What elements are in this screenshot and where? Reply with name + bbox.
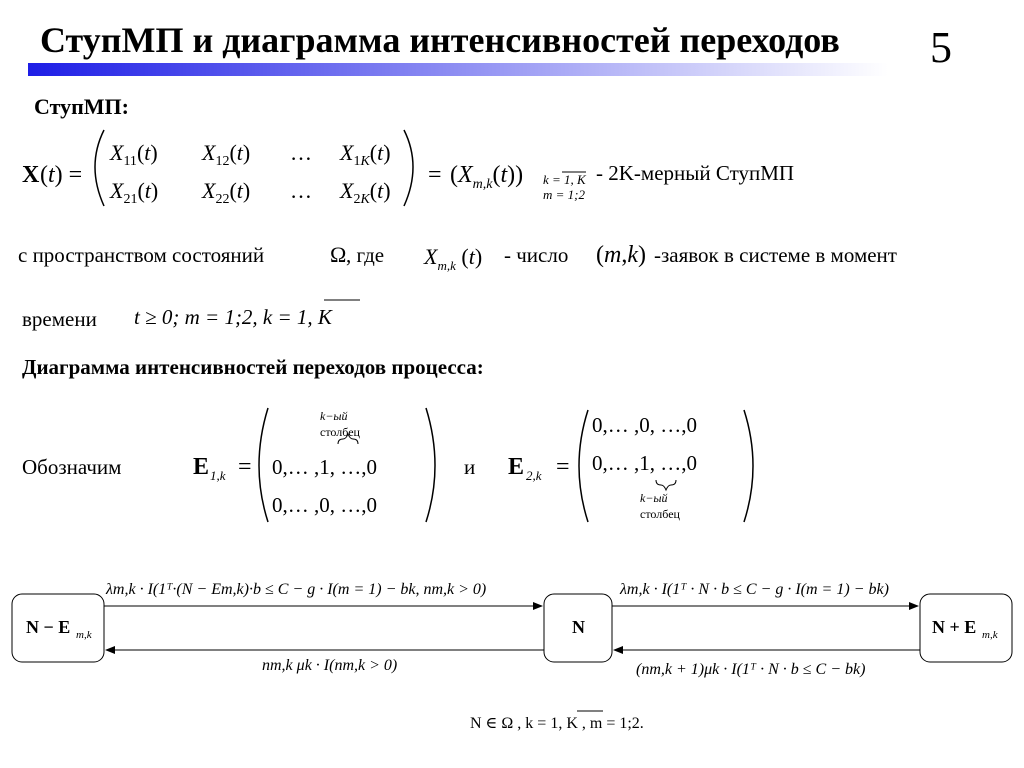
where-word: , где [346,243,385,267]
transition-diagram [12,581,1012,732]
label-right-to-center: (nm,k + 1)μk · I(1ᵀ · N · b ≤ C − bk) [636,661,866,678]
state-space-sentence [18,242,897,331]
slide-number: 5 [930,23,952,72]
E2-name: E [508,454,525,480]
x-mk-variable: $X_{m,k}$ (t) [424,244,483,273]
E1-column-label-1: k−ый [320,409,348,423]
E2-column-label-1: k−ый [640,491,668,505]
paren-t: (t) = [40,162,83,188]
unit-vectors-definition [22,408,753,522]
matrix-cell-x21: $X_{21}(t)$ [110,178,159,207]
E2-row-2: 0,… ,1, …,0 [592,451,697,475]
E2-row-1: 0,… ,0, …,0 [592,413,697,437]
state-space-prefix: с пространством состояний [18,243,265,267]
matrix-cell-x12: $X_{12}(t)$ [202,140,251,169]
E2-left-paren [579,410,588,522]
E1-row-2: 0,… ,0, …,0 [272,493,377,517]
matrix-cell-dots2: … [290,178,312,203]
matrix-cell-x22: $X_{22}(t)$ [202,178,251,207]
denote-word: Обозначим [22,455,122,479]
title-underline-bar [28,63,888,76]
E2-equals: = [556,454,570,480]
rest-of-sentence: -заявок в системе в момент [654,243,897,267]
time-word: времени [22,307,97,331]
bold-X: X [22,162,40,188]
result-subscript-k: k = 1, K [543,172,586,187]
label-center-to-right: λm,k · I(1ᵀ · N · b ≤ C − g · I(m = 1) − bk) [620,581,889,598]
E2-brace [656,480,676,490]
E1-row-1: 0,… ,1, …,0 [272,455,377,479]
and-word: и [464,455,476,479]
omega-symbol: Ω [330,242,347,267]
diagram-heading: Диаграмма интенсивностей переходов процесса: [22,355,484,379]
matrix-cell-x2k: $X_2K(t)$ [340,178,391,207]
stupmp-description: - 2K-мерный СтупМП [596,161,795,185]
time-conditions: t ≥ 0; m = 1;2, k = 1, K [134,305,332,329]
matrix-cell-x1k: $X_1K(t)$ [340,140,391,169]
matrix-left-paren [95,130,104,206]
state-left-label: N − E [26,617,71,637]
E2-subscript: 2,k [526,468,542,483]
matrix-equals: = [428,162,442,188]
slide-title: СтупМП и диаграмма интенсивностей переходов [40,20,840,60]
E1-column-label-2: столбец [320,425,360,439]
E1-subscript: 1,k [210,468,226,483]
state-left-sub: m,k [76,629,92,641]
E1-name: E [193,454,210,480]
E2-right-paren [744,410,753,522]
E1-left-paren [259,408,268,522]
state-matrix-definition [22,130,794,207]
E2-column-label-2: столбец [640,507,680,521]
diagram-footer: N ∈ Ω , k = 1, K , m = 1;2. [470,715,644,732]
matrix-right-paren [404,130,413,206]
label-center-to-left: nm,k μk · I(nm,k > 0) [262,657,398,674]
E1-right-paren [426,408,435,522]
result-expression: $(X_{m,k}(t))$ [450,162,524,192]
number-word: - число [504,243,569,267]
matrix-cell-x11: $X_{11}(t)$ [110,140,158,169]
state-right-label: N + E [932,617,977,637]
result-subscript-m: m = 1;2 [543,187,585,202]
matrix-cell-dots1: … [290,140,312,165]
label-left-to-center: λm,k · I(1ᵀ·(N − Em,k)·b ≤ C − g · I(m = 1) − bk, nm,k > 0) [106,581,487,598]
E1-equals: = [238,454,252,480]
state-right-sub: m,k [982,629,998,641]
pair-mk: (m,k) [596,242,646,268]
state-center-label: N [572,617,585,637]
section-heading-stupmp: СтупМП: [34,94,129,119]
